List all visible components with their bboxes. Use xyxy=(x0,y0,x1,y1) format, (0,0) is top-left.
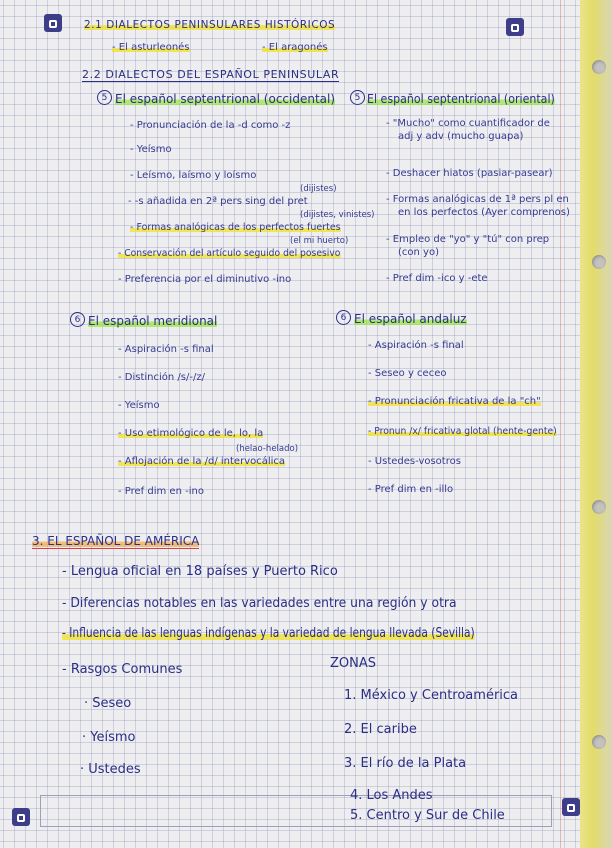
zona-item: 1. México y Centroamérica xyxy=(344,688,519,703)
zona-item: 5. Centro y Sur de Chile xyxy=(350,808,505,823)
list-item: - Aspiración -s final xyxy=(368,340,464,351)
zonas-title: ZONAS xyxy=(330,656,377,671)
list-item: (con yo) xyxy=(398,247,439,258)
list-item: - "Mucho" como cuantificador de xyxy=(386,118,550,129)
heading-item-aragones: - El aragonés xyxy=(262,42,328,53)
heading-item-asturleones: - El asturleonés xyxy=(112,42,190,53)
annotation-note: (helao-helado) xyxy=(236,444,299,454)
subsection-title-meridional: El español meridional xyxy=(88,314,218,328)
list-item: - Preferencia por el diminutivo -ino xyxy=(118,274,292,285)
rasgo-item: · Ustedes xyxy=(80,762,141,777)
subsection-title-andaluz: El español andaluz xyxy=(354,312,467,326)
binder-hole xyxy=(592,500,606,514)
section-heading-2-1: 2.1 DIALECTOS PENINSULARES HISTÓRICOS xyxy=(84,18,336,31)
list-item: - Ustedes-vosotros xyxy=(368,456,461,467)
america-line: - Diferencias notables en las variedades entre una región y otra xyxy=(62,596,457,611)
list-item: - Empleo de "yo" y "tú" con prep xyxy=(386,234,550,245)
list-item: - Seseo y ceceo xyxy=(368,368,447,379)
zona-item: 3. El río de la Plata xyxy=(344,756,467,771)
list-item: - Pref dim en -illo xyxy=(368,484,454,495)
corner-mark-icon xyxy=(12,808,30,826)
america-line: - Lengua oficial en 18 países y Puerto Rico xyxy=(62,564,338,579)
subsection-title-septentrional-oriental: El español septentrional (oriental) xyxy=(367,92,555,106)
section-heading-3: 3. EL ESPAÑOL DE AMÉRICA xyxy=(32,534,200,548)
rasgo-item: · Seseo xyxy=(84,696,132,711)
section-number: 6 xyxy=(70,312,85,327)
rasgo-item: · Yeísmo xyxy=(82,730,136,745)
list-item: - Deshacer hiatos (pasiar-pasear) xyxy=(386,168,553,179)
list-item: - Pref dim -ico y -ete xyxy=(386,273,488,284)
list-item: - Pref dim en -ino xyxy=(118,486,204,497)
list-item: - -s añadida en 2ª pers sing del pret xyxy=(128,196,308,207)
section-number: 5 xyxy=(97,90,112,105)
annotation-note: (el mi huerto) xyxy=(290,236,349,246)
list-item: - Pronunciación de la -d como -z xyxy=(130,120,291,131)
binder-hole xyxy=(592,735,606,749)
list-item: - Leísmo, laísmo y loísmo xyxy=(130,170,257,181)
list-item: - Formas analógicas de los perfectos fuertes xyxy=(130,222,341,233)
subsection-title-septentrional-occidental: El español septentrional (occidental) xyxy=(115,92,336,106)
corner-mark-icon xyxy=(506,18,524,36)
list-item: en los perfectos (Ayer comprenos) xyxy=(398,207,570,218)
corner-mark-icon xyxy=(562,798,580,816)
zona-item: 2. El caribe xyxy=(344,722,417,737)
notebook-binding-edge xyxy=(580,0,612,848)
section-number: 5 xyxy=(350,90,365,105)
list-item: adj y adv (mucho guapa) xyxy=(398,131,524,142)
zona-item: 4. Los Andes xyxy=(350,788,433,803)
list-item: - Yeísmo xyxy=(130,144,172,155)
list-item: - Formas analógicas de 1ª pers pl en xyxy=(386,194,569,205)
section-heading-2-2: 2.2 DIALECTOS DEL ESPAÑOL PENINSULAR xyxy=(82,68,340,81)
list-item: - Pronun /x/ fricativa glotal (hente-gente) xyxy=(368,426,557,437)
list-item: - Yeísmo xyxy=(118,400,160,411)
list-item: - Uso etimológico de le, lo, la xyxy=(118,428,264,439)
list-item: - Conservación del artículo seguido del posesivo xyxy=(118,248,341,259)
margin-line xyxy=(560,0,561,848)
list-item: - Distinción /s/-/z/ xyxy=(118,372,205,383)
annotation-note: (dijistes, vinistes) xyxy=(300,210,375,220)
section-number: 6 xyxy=(336,310,351,325)
binder-hole xyxy=(592,60,606,74)
list-item: - Aflojación de la /d/ intervocálica xyxy=(118,456,286,467)
america-line: - Rasgos Comunes xyxy=(62,662,183,677)
corner-mark-icon xyxy=(44,14,62,32)
annotation-note: (dijistes) xyxy=(300,184,337,194)
list-item: - Pronunciación fricativa de la "ch" xyxy=(368,396,541,407)
america-line: - Influencia de las lenguas indígenas y la variedad de lengua llevada (Sevilla) xyxy=(62,626,475,641)
list-item: - Aspiración -s final xyxy=(118,344,214,355)
binder-hole xyxy=(592,255,606,269)
